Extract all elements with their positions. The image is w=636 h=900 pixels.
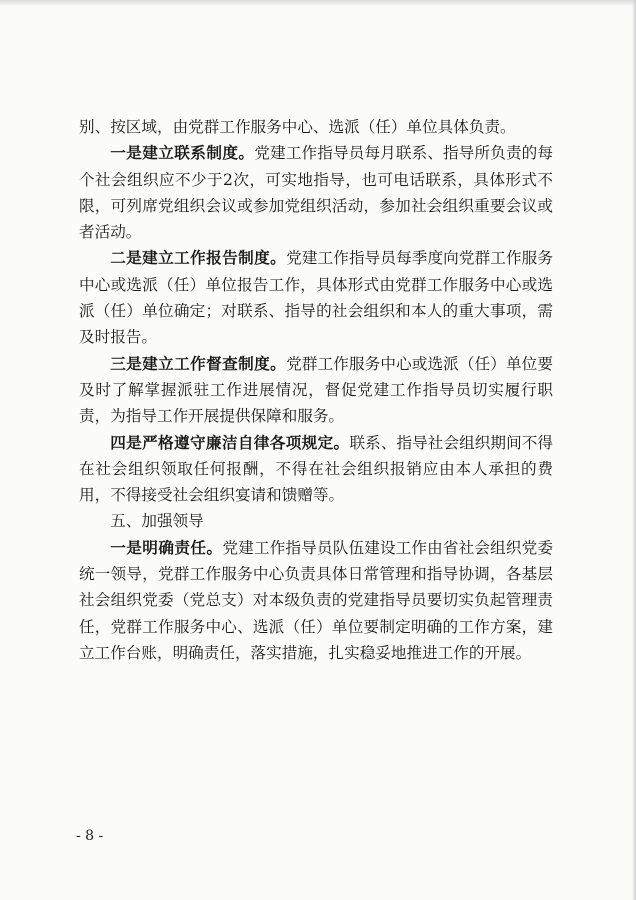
page-number: - 8 - [76,828,104,844]
paragraph-continuation [79,114,553,140]
paragraph-text: 别、按区域，由党群工作服务中心、选派（任）单位具体负责。 [79,118,516,136]
paragraph-text: 联系、指导社会组织期间不得在社会组织领取任何报酬，不得在社会组织报销应由本人承担的费用，不得接受社会组织宴请和馈赠等。 [79,433,553,505]
paragraph-lead: 二是建立工作报告制度。 [110,249,287,268]
paragraph-text: 党建工作指导员每季度向党群工作服务中心或选派（任）单位报告工作，具体形式由党群工作服务中心或选派（任）单位确定；对联系、指导的社会组织和本人的重大事项，需及时报告。 [79,249,553,347]
paragraph-report-system [79,245,553,350]
paragraph-text: 党建工作指导员每月联系、指导所负责的每个社会组织应不少于2次，可实地指导，也可电话联系，具体形式不限，可列席党组织会议或参加党组织活动，参加社会组织重要会议或者活动。 [79,144,553,242]
scan-edge-right [632,0,636,900]
paragraph-text: 党建工作指导员队伍建设工作由省社会组织党委统一领导，党群工作服务中心负责具体日常管理和指导协调，各基层社会组织党委（党总支）对本级负责的党建指导员要切实负起管理责任，党群工作服务中心、选派（任）单位要制定明确的工作方案，建立工作台账，明确责任，落实措施，扎实稳妥地推进工作的开展。 [79,538,553,662]
paragraph-text: 党群工作服务中心或选派（任）单位要及时了解掌握派驻工作进展情况，督促党建工作指导员切实履行职责，为指导工作开展提供保障和服务。 [79,354,553,426]
paragraph-clarify-responsibility [79,535,553,666]
paragraph-integrity-rules [79,430,553,509]
paragraph-lead: 三是建立工作督查制度。 [110,354,287,373]
paragraph-lead: 一是明确责任。 [110,538,223,557]
scan-edge-top [0,0,636,6]
paragraph-lead: 一是建立联系制度。 [110,144,255,163]
paragraph-contact-system [79,140,553,245]
body-text [79,114,553,666]
paragraph-lead: 四是严格遵守廉洁自律各项规定。 [110,433,350,452]
paragraph-inspection-system [79,351,553,430]
section-heading: 五、加强领导 [110,512,204,531]
